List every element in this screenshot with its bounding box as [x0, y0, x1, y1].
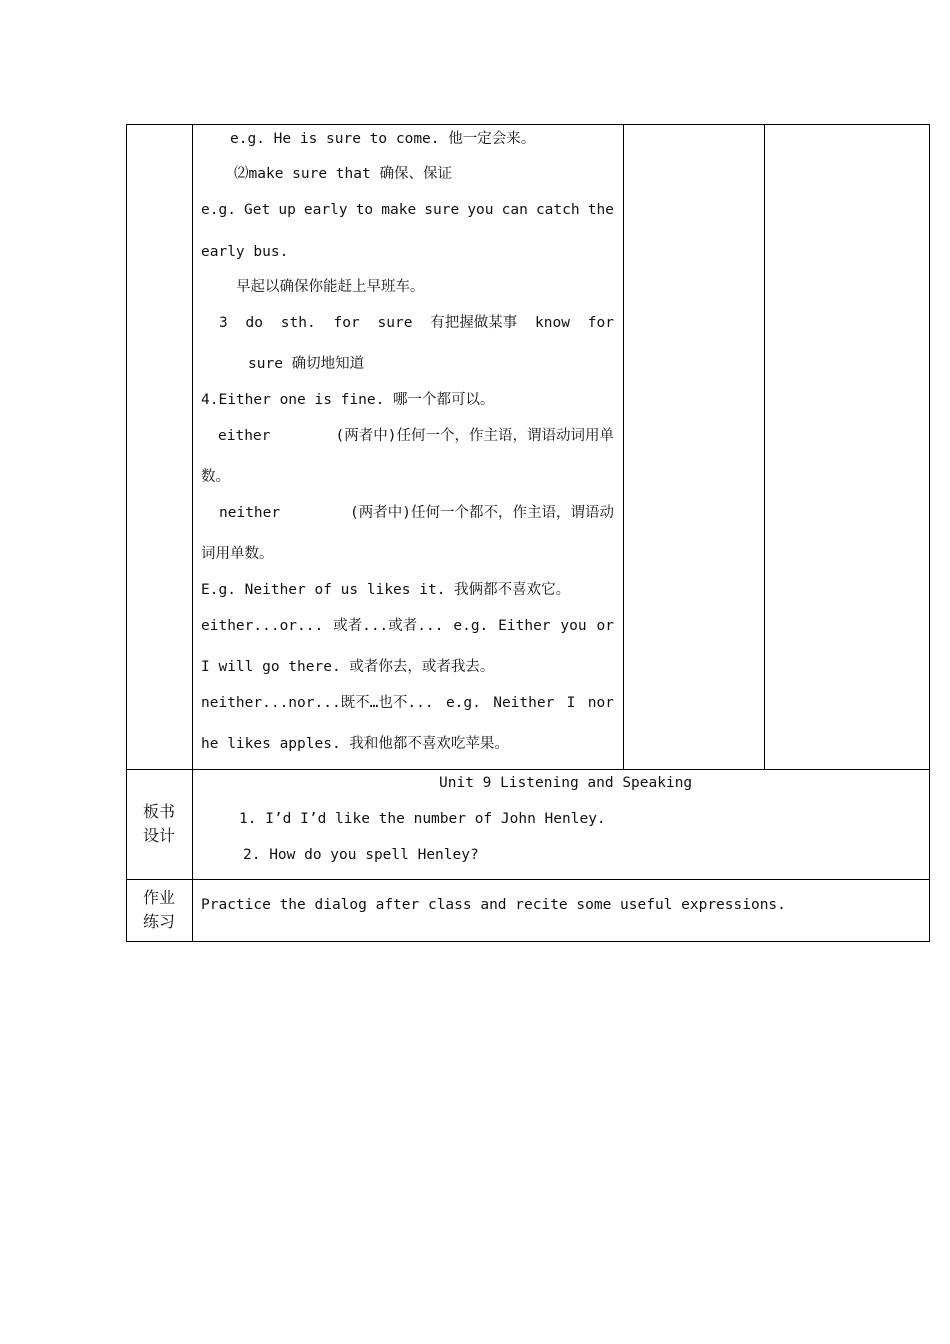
table-top-border: [126, 124, 930, 125]
content-line: 4.Either one is fine. 哪一个都可以。: [201, 392, 495, 408]
board-section-top-border: [126, 769, 930, 770]
board-design-item: 2. How do you spell Henley?: [243, 847, 479, 863]
content-line: neither...nor...既不…也不... e.g. Neither I nor: [201, 695, 614, 711]
content-column-divider: [623, 124, 624, 770]
content-line: 词用单数。: [201, 546, 274, 562]
content-line: ⑵make sure that 确保、保证: [234, 166, 452, 182]
content-line: E.g. Neither of us likes it. 我俩都不喜欢它。: [201, 582, 571, 598]
homework-text: Practice the dialog after class and recite some useful expressions.: [201, 897, 786, 913]
notes-column-divider: [764, 124, 765, 770]
homework-label-line: 练习: [142, 912, 175, 931]
content-line: early bus.: [201, 244, 289, 260]
board-design-label-line: 板书: [142, 802, 175, 821]
content-line: neither (两者中)任何一个都不，作主语，谓语动: [219, 505, 614, 521]
board-design-label: [127, 800, 191, 848]
content-line: either...or... 或者...或者... e.g. Either you or: [201, 618, 614, 634]
content-line: 3 do sth. for sure 有把握做某事 know for: [219, 315, 614, 331]
content-line: e.g. Get up early to make sure you can catch the: [201, 202, 614, 218]
content-line: 早起以确保你能赶上早班车。: [236, 279, 425, 295]
content-line: he likes apples. 我和他都不喜欢吃苹果。: [201, 736, 509, 752]
table-bottom-border: [126, 941, 930, 942]
content-line: sure 确切地知道: [248, 356, 365, 372]
content-line: e.g. He is sure to come. 他一定会来。: [230, 131, 536, 147]
table-right-border: [929, 124, 930, 942]
board-design-item: 1. I’d I’d like the number of John Henley.: [239, 811, 606, 827]
homework-section-top-border: [126, 879, 930, 880]
board-design-title: Unit 9 Listening and Speaking: [439, 775, 693, 791]
content-line: 数。: [201, 469, 230, 485]
homework-label-line: 作业: [142, 888, 175, 907]
board-design-label-line: 设计: [142, 826, 175, 845]
label-column-divider: [192, 124, 193, 942]
content-line: either (两者中)任何一个，作主语，谓语动词用单: [218, 428, 614, 444]
homework-label: [127, 886, 191, 934]
content-line: I will go there. 或者你去，或者我去。: [201, 659, 495, 675]
